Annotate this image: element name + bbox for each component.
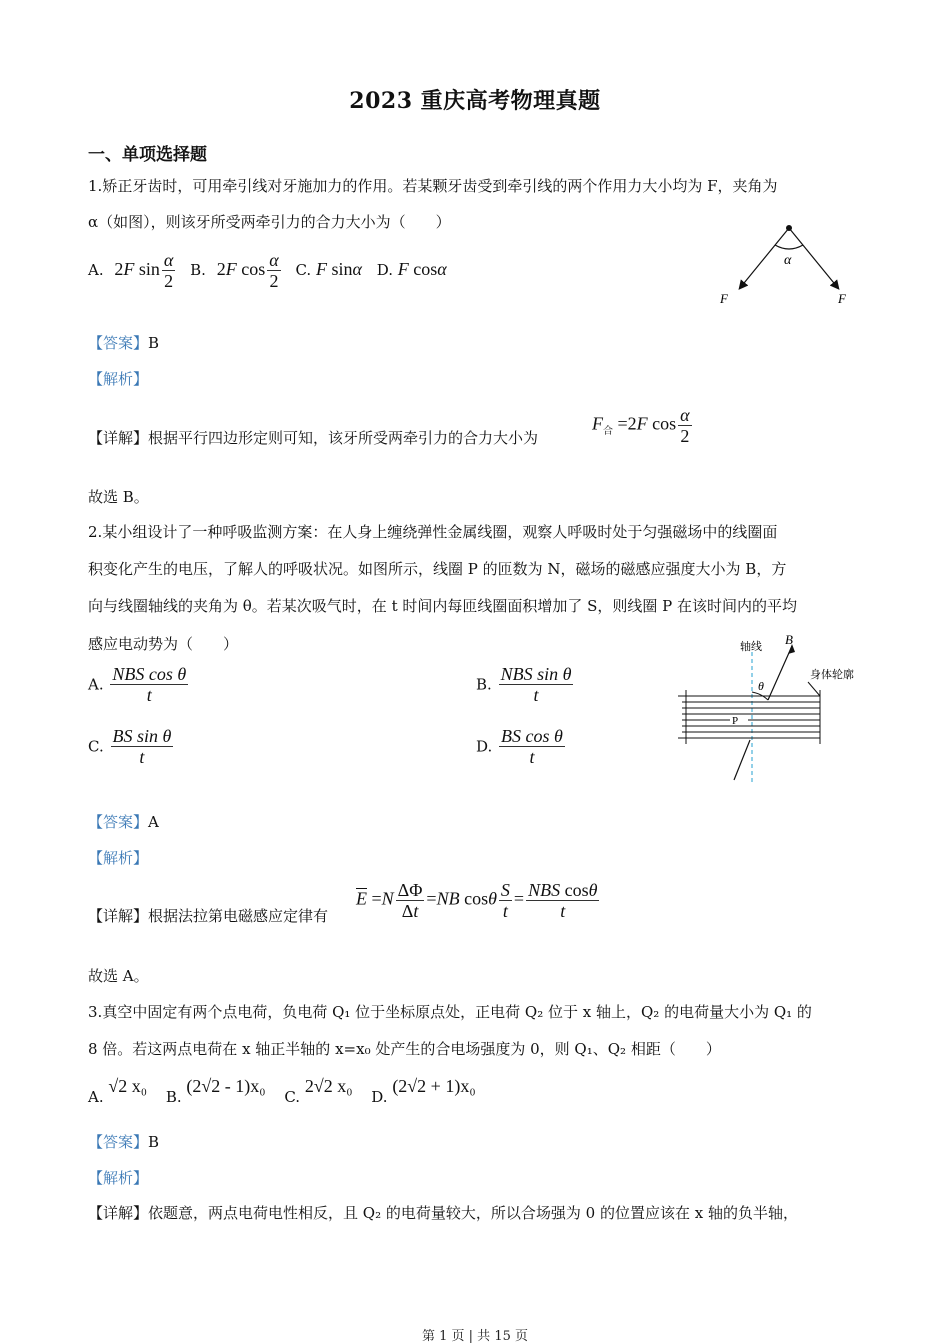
question-2-stem-line4: 感应电动势为（ ） bbox=[88, 635, 239, 653]
analysis-label-1: 【解析】 bbox=[88, 370, 149, 388]
answer-value: B bbox=[148, 334, 160, 352]
question-2-stem-line2: 积变化产生的电压，了解人的呼吸状况。如图所示，线圈 P 的匝数为 N，磁场的磁感应强度大小为 B，方 bbox=[88, 560, 787, 578]
question-1-stem-line1: 1.矫正牙齿时，可用牵引线对牙施加力的作用。若某颗牙齿受到牵引线的两个作用力大小均为 F，夹角为 bbox=[88, 177, 778, 195]
option-b[interactable]: B. $\frac{\text{NBS sin θ}}{t}$ bbox=[476, 664, 572, 705]
answer-value: A bbox=[148, 813, 159, 831]
option-d[interactable]: D. (2√2 + 1)x₀ bbox=[371, 1076, 476, 1106]
question-3-stem-line1: 3.真空中固定有两个点电荷，负电荷 Q₁ 位于坐标原点处，正电荷 Q₂ 位于 x 轴上，Q₂ 的电荷量大小为 Q₁ 的 bbox=[88, 1003, 812, 1021]
answer-line-3: 【答案】B bbox=[88, 1133, 160, 1151]
question-1-options bbox=[88, 250, 447, 291]
option-b[interactable]: B. (2√2 - 1)x₀ bbox=[165, 1076, 266, 1106]
option-d[interactable]: D. F cosα bbox=[376, 258, 447, 279]
svg-text:F: F bbox=[838, 291, 846, 306]
question-2-stem-line1: 2.某小组设计了一种呼吸监测方案：在人身上缠绕弹性金属线圈，观察人呼吸时处于匀强磁场中的线圈面 bbox=[88, 523, 778, 541]
conclusion-1: 故选 B。 bbox=[88, 488, 149, 506]
question-2-stem-line3: 向与线圈轴线的夹角为 θ。若某次吸气时，在 t 时间内每匝线圈面积增加了 S，则线圈 P 在该时间内的平均 bbox=[88, 597, 798, 615]
detail-line-1: 【详解】根据平行四边形定则可知，该牙所受两牵引力的合力大小为 bbox=[88, 429, 539, 447]
option-a[interactable]: A. √2 x₀ bbox=[88, 1076, 148, 1106]
svg-text:θ: θ bbox=[758, 679, 764, 693]
detail-formula-2: $\overline{E} =N$ $\frac{\Delta\Phi}{\Delta t}$ =NB cosθ $\frac{S}{t}$ = $\frac{\text{NBS cosθ}}{t}$ bbox=[356, 880, 598, 921]
svg-text:F: F bbox=[720, 291, 728, 306]
question-3-options bbox=[88, 1076, 476, 1107]
coil-diagram-figure bbox=[670, 632, 870, 784]
option-c[interactable]: C. $\frac{\text{BS sin θ}}{t}$ bbox=[88, 726, 172, 767]
option-c[interactable]: C. 2√2 x₀ bbox=[284, 1076, 353, 1106]
option-b[interactable]: B. 2F cos $\frac{\alpha}{2}$ bbox=[190, 250, 279, 291]
detail-formula-1: $F_合 =2F$ cos $\frac{\alpha}{2}$ bbox=[592, 405, 690, 446]
option-d[interactable]: D. $\frac{\text{BS cos θ}}{t}$ bbox=[476, 726, 563, 767]
detail-line-3: 【详解】依题意，两点电荷电性相反，且 Q₂ 的电荷量较大，所以合场强为 0 的位置应该在 x 轴的负半轴， bbox=[88, 1204, 798, 1222]
force-diagram-figure bbox=[710, 220, 870, 310]
svg-text:B: B bbox=[785, 632, 793, 647]
answer-line-1: 【答案】B bbox=[88, 334, 160, 352]
svg-text:轴线: 轴线 bbox=[740, 640, 762, 653]
page-title: 2023 重庆高考物理真题 bbox=[349, 88, 601, 114]
section-title: 一、单项选择题 bbox=[88, 145, 207, 165]
answer-line-2: 【答案】A bbox=[88, 813, 159, 831]
page-footer: 第 1 页 | 共 15 页 bbox=[422, 1329, 528, 1344]
option-a[interactable]: A. $\frac{\text{NBS cos θ}}{t}$ bbox=[88, 664, 187, 705]
svg-text:P: P bbox=[732, 715, 739, 727]
analysis-label-2: 【解析】 bbox=[88, 849, 149, 867]
option-a[interactable]: A. 2F sin $\frac{\alpha}{2}$ bbox=[88, 250, 174, 291]
svg-text:身体轮廓: 身体轮廓 bbox=[810, 668, 854, 681]
detail-line-2: 【详解】根据法拉第电磁感应定律有 bbox=[88, 907, 329, 925]
option-c[interactable]: C. F sinα bbox=[295, 258, 362, 279]
analysis-label-3: 【解析】 bbox=[88, 1169, 149, 1187]
answer-value: B bbox=[148, 1133, 160, 1151]
conclusion-2: 故选 A。 bbox=[88, 967, 149, 985]
question-3-stem-line2: 8 倍。若这两点电荷在 x 轴正半轴的 x=x₀ 处产生的合电场强度为 0，则 Q₁、Q₂ 相距（ ） bbox=[88, 1040, 721, 1058]
question-1-stem-line2: α（如图），则该牙所受两牵引力的合力大小为（ ） bbox=[88, 213, 451, 231]
svg-text:α: α bbox=[784, 253, 792, 268]
